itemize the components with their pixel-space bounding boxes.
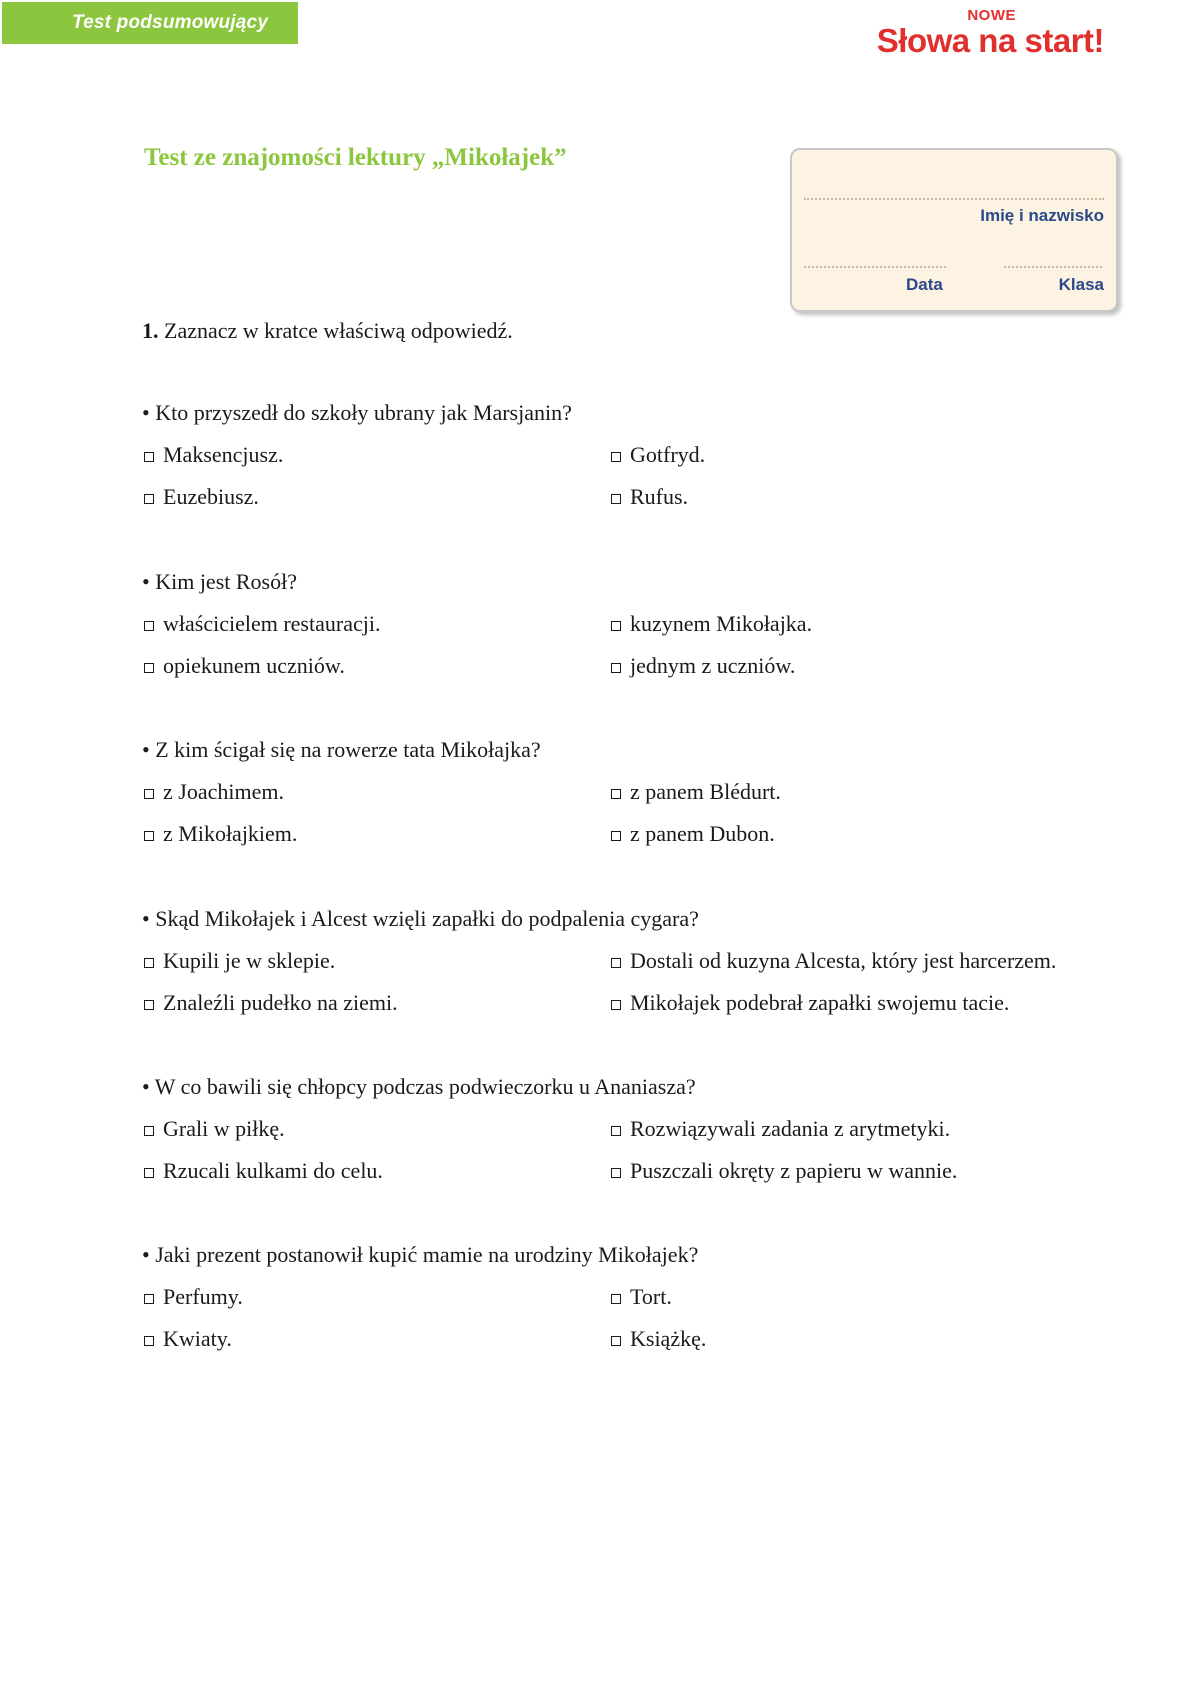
answer-option[interactable] bbox=[611, 1284, 672, 1310]
checkbox[interactable] bbox=[611, 1126, 621, 1136]
logo-main-text: Słowa na start! bbox=[876, 22, 1104, 59]
answer-label: Gotfryd. bbox=[630, 442, 706, 467]
checkbox[interactable] bbox=[611, 958, 621, 968]
checkbox[interactable] bbox=[144, 958, 154, 968]
task-instruction bbox=[142, 318, 513, 344]
question-text: • W co bawili się chłopcy podczas podwieczorku u Ananiasza? bbox=[142, 1074, 696, 1099]
answer-label: z Mikołajkiem. bbox=[163, 821, 298, 846]
answer-option[interactable] bbox=[144, 1326, 232, 1352]
checkbox[interactable] bbox=[611, 1294, 621, 1304]
answer-option[interactable] bbox=[611, 779, 781, 805]
name-label: Imię i nazwisko bbox=[980, 206, 1104, 225]
answer-option[interactable] bbox=[144, 821, 297, 847]
answer-option[interactable] bbox=[144, 1116, 285, 1142]
class-label: Klasa bbox=[1058, 275, 1104, 294]
answer-label: z Joachimem. bbox=[163, 779, 284, 804]
answer-label: Grali w piłkę. bbox=[163, 1116, 285, 1141]
question-text: • Kim jest Rosół? bbox=[142, 569, 297, 594]
checkbox[interactable] bbox=[144, 621, 154, 631]
checkbox[interactable] bbox=[611, 663, 621, 673]
class-line[interactable] bbox=[1004, 266, 1102, 268]
answer-label: Kupili je w sklepie. bbox=[163, 948, 336, 973]
checkbox[interactable] bbox=[611, 1000, 621, 1010]
answer-option[interactable] bbox=[144, 442, 283, 468]
section-tag-label: Test podsumowujący bbox=[72, 12, 269, 33]
checkbox[interactable] bbox=[611, 452, 621, 462]
answer-option[interactable] bbox=[611, 442, 705, 468]
answer-label: Książkę. bbox=[630, 1326, 707, 1351]
answer-label: jednym z uczniów. bbox=[630, 653, 796, 678]
answer-option[interactable] bbox=[611, 484, 688, 510]
checkbox[interactable] bbox=[144, 1336, 154, 1346]
answer-option[interactable] bbox=[611, 611, 812, 637]
answer-option[interactable] bbox=[611, 653, 795, 679]
checkbox[interactable] bbox=[611, 1336, 621, 1346]
answer-label: z panem Dubon. bbox=[630, 821, 775, 846]
answer-option[interactable] bbox=[611, 1326, 706, 1352]
logo-small-text: NOWE bbox=[967, 7, 1016, 24]
checkbox[interactable] bbox=[611, 1168, 621, 1178]
checkbox[interactable] bbox=[144, 663, 154, 673]
answer-option[interactable] bbox=[144, 990, 398, 1016]
question-text: • Skąd Mikołajek i Alcest wzięli zapałki do podpalenia cygara? bbox=[142, 906, 699, 931]
checkbox[interactable] bbox=[611, 621, 621, 631]
question-text: • Kto przyszedł do szkoły ubrany jak Marsjanin? bbox=[142, 400, 572, 425]
checkbox[interactable] bbox=[144, 1294, 154, 1304]
checkbox[interactable] bbox=[144, 1000, 154, 1010]
student-info-box bbox=[790, 148, 1118, 312]
checkbox[interactable] bbox=[611, 831, 621, 841]
answer-option[interactable] bbox=[144, 948, 335, 974]
answer-label: kuzynem Mikołajka. bbox=[630, 611, 813, 636]
question-text: • Jaki prezent postanowił kupić mamie na urodziny Mikołajek? bbox=[142, 1242, 699, 1267]
answer-label: właścicielem restauracji. bbox=[163, 611, 381, 636]
answer-label: Euzebiusz. bbox=[163, 484, 259, 509]
checkbox[interactable] bbox=[144, 1126, 154, 1136]
page-title: Test ze znajomości lektury „Mikołajek” bbox=[144, 144, 567, 171]
answer-option[interactable] bbox=[144, 1284, 243, 1310]
publisher-logo bbox=[877, 8, 1104, 58]
answer-label: Rozwiązywali zadania z arytmetyki. bbox=[630, 1116, 951, 1141]
checkbox[interactable] bbox=[611, 789, 621, 799]
answer-option[interactable] bbox=[144, 611, 380, 637]
answer-label: Kwiaty. bbox=[163, 1326, 232, 1351]
answer-option[interactable] bbox=[144, 1158, 383, 1184]
answer-option[interactable] bbox=[144, 779, 284, 805]
answer-label: Perfumy. bbox=[163, 1284, 243, 1309]
answer-label: Rufus. bbox=[630, 484, 689, 509]
answer-label: Rzucali kulkami do celu. bbox=[163, 1158, 383, 1183]
task-number: 1. bbox=[142, 318, 159, 343]
date-label: Data bbox=[906, 275, 943, 294]
answer-label: opiekunem uczniów. bbox=[163, 653, 345, 678]
answer-label: Tort. bbox=[630, 1284, 672, 1309]
answer-label: Dostali od kuzyna Alcesta, który jest harcerzem. bbox=[630, 948, 1057, 973]
answer-option[interactable] bbox=[144, 653, 345, 679]
answer-label: z panem Blédurt. bbox=[630, 779, 781, 804]
checkbox[interactable] bbox=[144, 1168, 154, 1178]
answer-option[interactable] bbox=[144, 484, 259, 510]
task-instruction-text: Zaznacz w kratce właściwą odpowiedź. bbox=[164, 318, 513, 343]
answer-option[interactable] bbox=[611, 821, 775, 847]
name-line[interactable] bbox=[804, 198, 1104, 200]
checkbox[interactable] bbox=[144, 789, 154, 799]
checkbox[interactable] bbox=[144, 831, 154, 841]
checkbox[interactable] bbox=[144, 494, 154, 504]
answer-label: Znaleźli pudełko na ziemi. bbox=[163, 990, 398, 1015]
answer-option[interactable] bbox=[611, 1158, 957, 1184]
answer-option[interactable] bbox=[611, 990, 1009, 1016]
answer-option[interactable] bbox=[611, 948, 1056, 974]
question-text: • Z kim ścigał się na rowerze tata Mikołajka? bbox=[142, 737, 541, 762]
answer-option[interactable] bbox=[611, 1116, 950, 1142]
answer-label: Puszczali okręty z papieru w wannie. bbox=[630, 1158, 958, 1183]
answer-label: Maksencjusz. bbox=[163, 442, 284, 467]
checkbox[interactable] bbox=[611, 494, 621, 504]
section-tag bbox=[2, 2, 298, 44]
checkbox[interactable] bbox=[144, 452, 154, 462]
answer-label: Mikołajek podebrał zapałki swojemu tacie. bbox=[630, 990, 1010, 1015]
date-line[interactable] bbox=[804, 266, 946, 268]
